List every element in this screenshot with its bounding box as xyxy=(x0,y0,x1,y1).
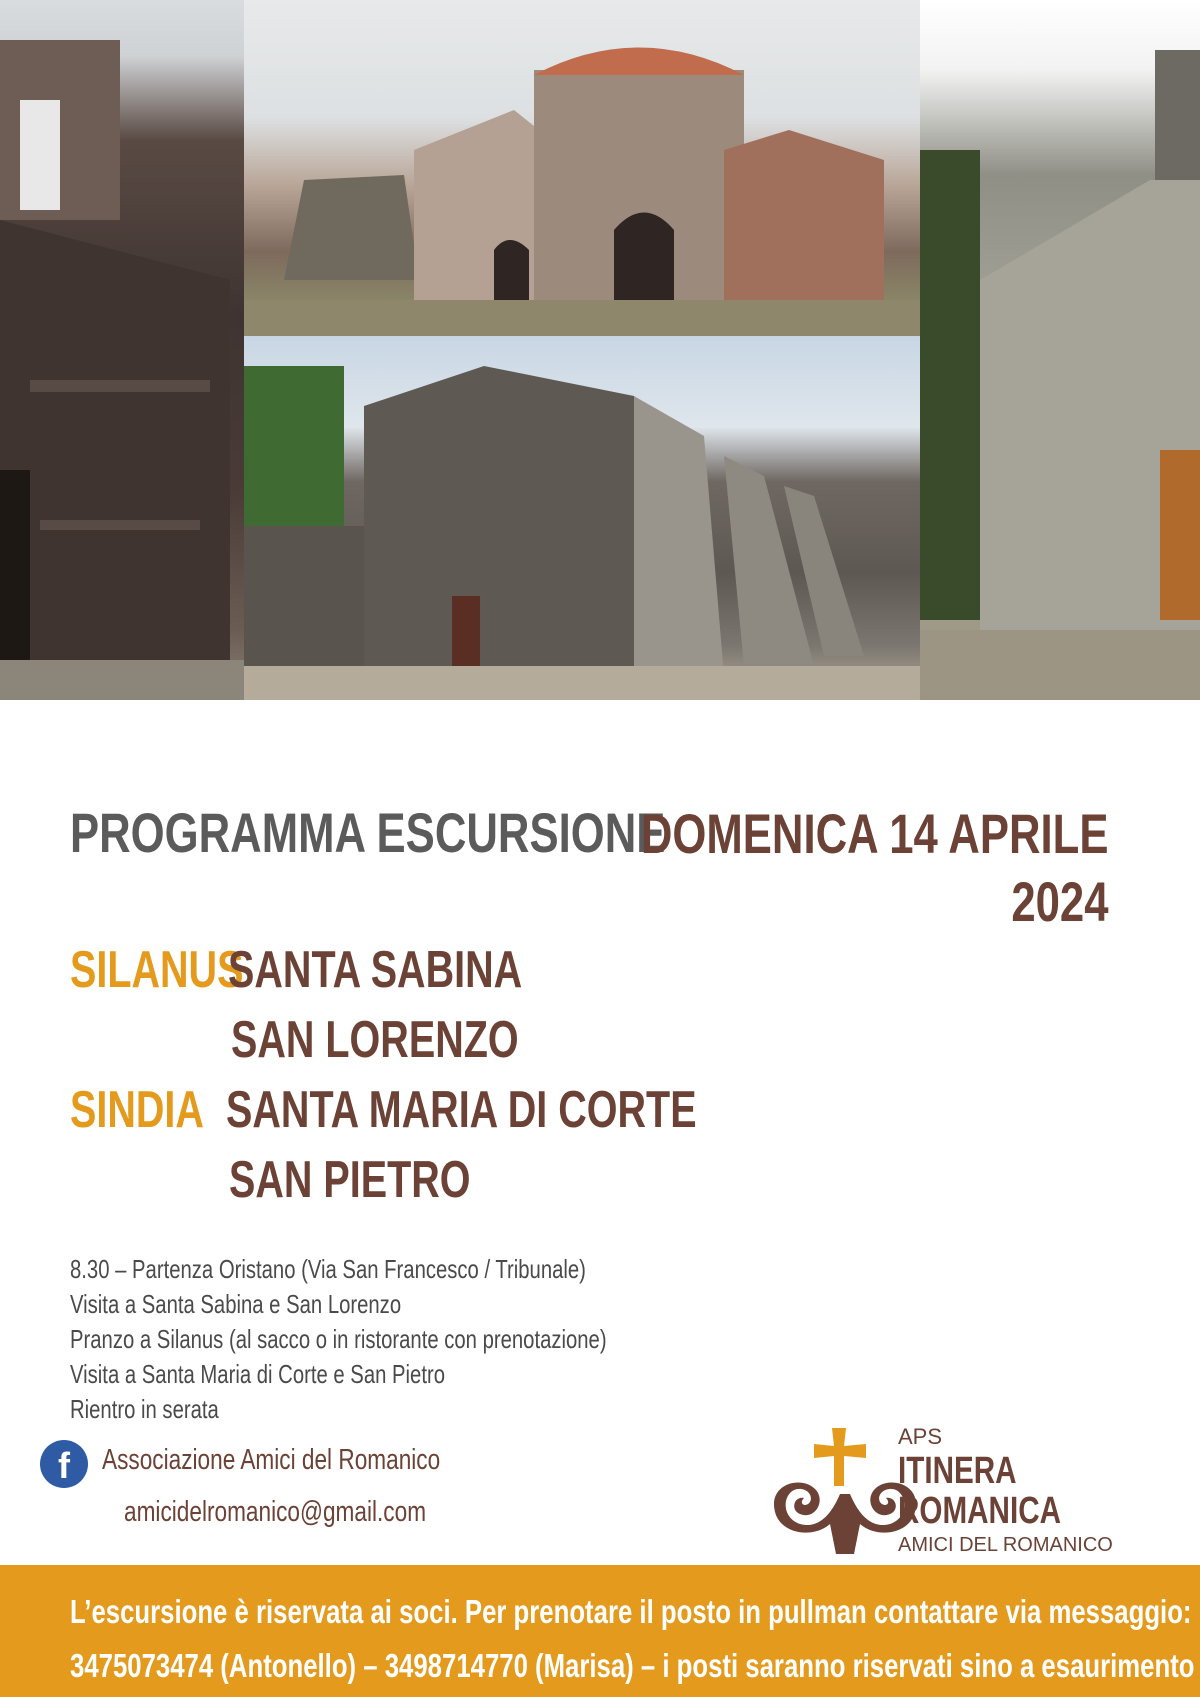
event-date-line1: DOMENICA 14 APRILE xyxy=(640,802,1108,865)
footer-notice: L’escursione è riservata ai soci. Per prenotare il posto in pullman contattare via messaggio: xyxy=(70,1593,1192,1630)
church-santa-sabina: SANTA SABINA xyxy=(228,941,523,999)
program-item: Visita a Santa Sabina e San Lorenzo xyxy=(70,1289,402,1319)
page-title: PROGRAMMA ESCURSIONE xyxy=(70,801,666,864)
photo-church-left-illustration xyxy=(0,0,244,700)
photo-church-left xyxy=(0,0,244,700)
logo-amici-del-romanico: AMICI DEL ROMANICO xyxy=(898,1534,1113,1556)
church-san-lorenzo: SAN LORENZO xyxy=(231,1011,519,1069)
logo-itinera: ITINERA xyxy=(898,1450,1017,1492)
photo-san-pietro xyxy=(920,0,1200,700)
photo-san-pietro-illustration xyxy=(920,0,1200,700)
town-sindia: SINDIA xyxy=(70,1081,204,1139)
facebook-icon[interactable]: f xyxy=(40,1440,88,1488)
photo-santa-sabina xyxy=(244,0,920,336)
logo-romanica: ROMANICA xyxy=(898,1490,1062,1532)
photo-santa-maria-illustration xyxy=(244,336,920,700)
photo-santa-maria-di-corte xyxy=(244,336,920,700)
program-item: Pranzo a Silanus (al sacco o in ristorante con prenotazione) xyxy=(70,1324,607,1354)
town-silanus: SILANUS xyxy=(70,941,244,999)
church-san-pietro: SAN PIETRO xyxy=(229,1151,471,1209)
program-item: 8.30 – Partenza Oristano (Via San Francesco / Tribunale) xyxy=(70,1254,586,1284)
footer-banner xyxy=(0,1565,1200,1697)
facebook-page-link[interactable]: Associazione Amici del Romanico xyxy=(102,1444,441,1476)
footer-contacts: 3475073474 (Antonello) – 3498714770 (Marisa) – i posti saranno riservati sino a esaurimento xyxy=(70,1647,1195,1684)
event-date xyxy=(509,800,1108,936)
email-link[interactable]: amicidelromanico@gmail.com xyxy=(124,1496,427,1528)
program-item: Rientro in serata xyxy=(70,1394,219,1424)
event-date-line2: 2024 xyxy=(1010,870,1108,933)
program-item: Visita a Santa Maria di Corte e San Pietro xyxy=(70,1359,446,1389)
photo-santa-sabina-illustration xyxy=(244,0,920,336)
logo-aps: APS xyxy=(898,1424,943,1449)
program-list xyxy=(70,1252,607,1427)
church-santa-maria-di-corte: SANTA MARIA DI CORTE xyxy=(226,1081,697,1139)
